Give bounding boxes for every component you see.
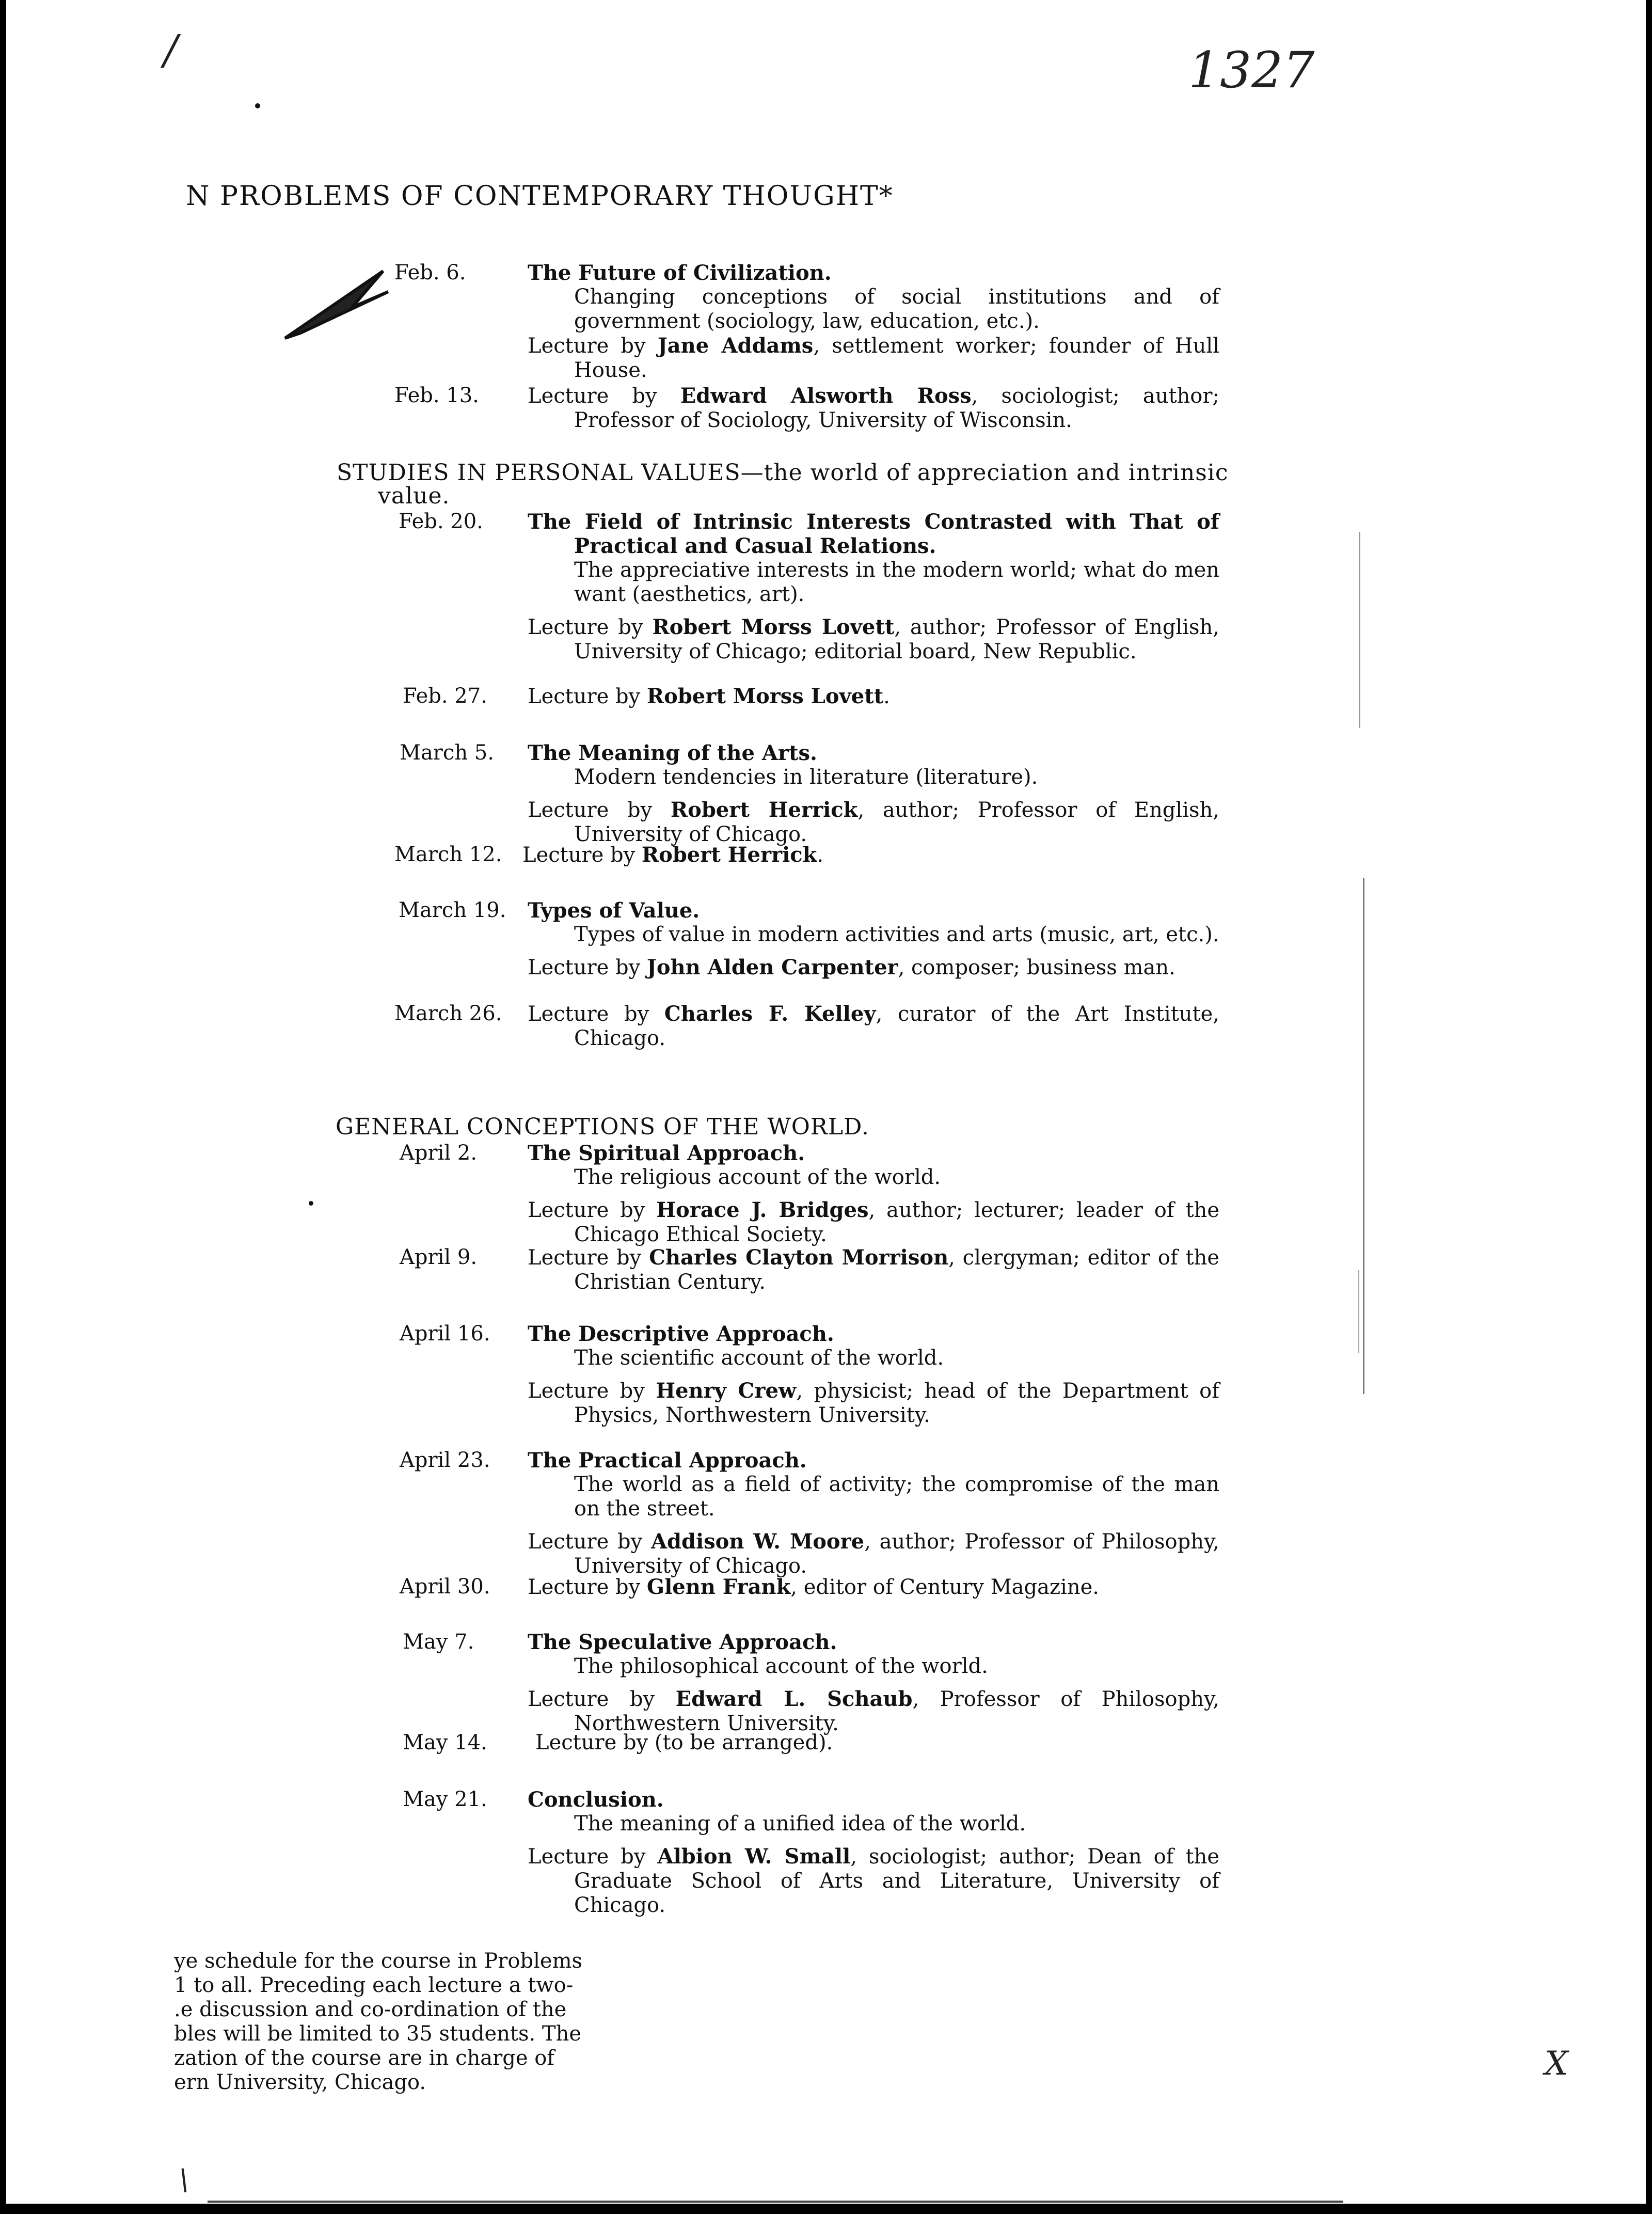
lecturer-info: , settlement worker; founder of Hull House. <box>574 334 1219 382</box>
lecturer-name: Robert Morss Lovett <box>652 615 895 639</box>
entry-description: The philosophical account of the world. <box>574 1654 988 1678</box>
entry-title: The Practical Approach. <box>528 1448 807 1473</box>
lecturer-info: , author; Professor of English, University of Chicago; editorial board, New Republic. <box>574 615 1220 663</box>
entry-date: Feb. 6. <box>394 261 466 284</box>
entry-date: Feb. 20. <box>399 510 483 533</box>
lecture-prefix: Lecture by <box>528 334 658 358</box>
entry-lecture-plain: Lecture by (to be arranged). <box>535 1731 833 1754</box>
lecture-prefix: Lecture by <box>528 1530 651 1554</box>
entry-description: The meaning of a unified idea of the world. <box>574 1812 1026 1836</box>
handwritten-page-number: 1327 <box>1188 41 1315 99</box>
lecturer-name: Charles Clayton Morrison <box>649 1245 949 1270</box>
lecturer-info: , Professor of Philosophy, Northwestern University. <box>574 1687 1219 1735</box>
lecture-prefix: Lecture by <box>522 843 642 867</box>
bottom-right-mark: X <box>1545 2045 1568 2083</box>
lecture-prefix: Lecture by <box>528 1687 676 1711</box>
entry-date: May 7. <box>403 1630 474 1654</box>
entry-date: May 21. <box>403 1788 487 1811</box>
entry-title: The Meaning of the Arts. <box>528 741 817 765</box>
lecture-prefix: Lecture by <box>528 798 671 822</box>
entry-title: The Field of Intrinsic Interests Contrasted with That of Practical and Casual Relations. <box>528 510 1219 558</box>
entry-description: Types of value in modern activities and arts (music, art, etc.). <box>574 923 1219 946</box>
lecturer-name: Robert Herrick <box>641 843 817 867</box>
lecturer-name: Albion W. Small <box>657 1844 851 1869</box>
lecture-prefix: Lecture by <box>528 1845 658 1869</box>
entry-date: April 16. <box>400 1322 490 1346</box>
lecturer-info: , author; Professor of Philosophy, University of Chicago. <box>574 1530 1219 1578</box>
lecturer-info: , author; Professor of English, University of Chicago. <box>574 798 1219 846</box>
schedule-entry <box>528 384 1219 433</box>
schedule-entry <box>535 1731 1227 1755</box>
entry-description: The scientific account of the world. <box>574 1346 944 1370</box>
handwritten-check-mark <box>280 261 393 343</box>
schedule-entry <box>528 1245 1219 1294</box>
page-title: N PROBLEMS OF CONTEMPORARY THOUGHT* <box>186 181 894 212</box>
section-heading: STUDIES IN PERSONAL VALUES—the world of appreciation and intrinsic <box>337 460 1229 486</box>
entry-title: The Spiritual Approach. <box>528 1141 805 1165</box>
speck <box>255 103 260 108</box>
lecturer-name: Robert Morss Lovett <box>646 684 884 708</box>
scan-line <box>1363 878 1364 1394</box>
entry-date: April 30. <box>400 1575 490 1599</box>
lecture-prefix: Lecture by <box>528 384 680 408</box>
lecturer-name: Edward L. Schaub <box>675 1687 913 1711</box>
entry-date: March 19. <box>399 898 506 922</box>
schedule-entry <box>528 261 1219 383</box>
entry-description: The appreciative interests in the modern world; what do men want (aesthetics, art). <box>574 558 1219 606</box>
entry-title: The Future of Civilization. <box>528 261 832 285</box>
lecturer-info: , curator of the Art Institute, Chicago. <box>574 1002 1219 1050</box>
entry-title: Conclusion. <box>528 1788 664 1812</box>
lecturer-name: Jane Addams <box>657 334 814 358</box>
entry-date: Feb. 13. <box>394 384 479 407</box>
lecture-prefix: Lecture by <box>528 1575 647 1599</box>
lecturer-name: Henry Crew <box>656 1379 797 1403</box>
schedule-entry <box>528 1575 1219 1600</box>
schedule-entry <box>528 510 1219 664</box>
entry-date: April 23. <box>400 1448 490 1472</box>
entry-date: March 5. <box>400 741 494 765</box>
entry-title: The Speculative Approach. <box>528 1630 837 1654</box>
schedule-entry <box>522 843 1214 867</box>
lecture-prefix: Lecture by <box>528 956 647 979</box>
lecturer-name: Horace J. Bridges <box>656 1198 869 1222</box>
schedule-entry <box>528 1141 1219 1247</box>
lecturer-name: Addison W. Moore <box>650 1529 865 1554</box>
document-page <box>6 0 1646 2204</box>
footer-note <box>174 1949 582 2095</box>
lecturer-info: , clergyman; editor of the Christian Century. <box>574 1246 1219 1294</box>
lecture-prefix: Lecture by <box>528 615 653 639</box>
footer-line: ye schedule for the course in Problems <box>174 1949 583 1973</box>
handwritten-slash: / <box>164 26 178 74</box>
schedule-entry <box>528 898 1219 980</box>
schedule-entry <box>528 1630 1219 1736</box>
footer-line: .e discussion and co-ordination of the <box>174 1998 567 2021</box>
lecturer-info: , composer; business man. <box>898 956 1176 979</box>
lecturer-info: , editor of Century Magazine. <box>790 1575 1099 1599</box>
lecturer-name: Edward Alsworth Ross <box>680 384 972 408</box>
entry-title: Types of Value. <box>528 898 700 923</box>
section-heading: GENERAL CONCEPTIONS OF THE WORLD. <box>336 1114 869 1140</box>
entry-date: Feb. 27. <box>403 684 487 708</box>
lecturer-info: , sociologist; author; Professor of Sociology, University of Wisconsin. <box>574 384 1219 432</box>
lecturer-name: John Alden Carpenter <box>646 955 898 979</box>
entry-description: The world as a field of activity; the compromise of the man on the street. <box>574 1473 1219 1521</box>
schedule-entry <box>528 1002 1219 1051</box>
scan-line <box>1358 1270 1359 1353</box>
section-heading-cont: value. <box>378 483 450 509</box>
lecture-prefix: Lecture by <box>528 1246 649 1270</box>
lecture-prefix: Lecture by <box>528 1379 656 1403</box>
bottom-left-mark: \ <box>179 2163 189 2197</box>
entry-date: April 2. <box>400 1141 478 1165</box>
lecturer-info: , physicist; head of the Department of Physics, Northwestern University. <box>574 1379 1220 1427</box>
bottom-edge-line <box>208 2201 1343 2203</box>
entry-date: April 9. <box>400 1245 478 1269</box>
footer-line: 1 to all. Preceding each lecture a two- <box>174 1973 574 1997</box>
entry-title: The Descriptive Approach. <box>528 1322 834 1346</box>
lecturer-name: Robert Herrick <box>670 798 858 822</box>
entry-date: May 14. <box>403 1731 487 1754</box>
entry-description: Modern tendencies in literature (literature). <box>574 765 1038 789</box>
footer-line: zation of the course are in charge of <box>174 2046 555 2070</box>
entry-lecture <box>528 334 1219 383</box>
lecturer-info: . <box>817 843 824 867</box>
lecturer-name: Charles F. Kelley <box>664 1002 876 1026</box>
entry-date: March 12. <box>394 843 502 866</box>
schedule-entry <box>528 684 1219 709</box>
speck <box>309 1201 313 1206</box>
footer-line: bles will be limited to 35 students. The <box>174 2022 582 2046</box>
footer-line: ern University, Chicago. <box>174 2070 426 2094</box>
schedule-entry <box>528 1448 1219 1578</box>
lecture-prefix: Lecture by <box>528 1198 657 1222</box>
lecturer-info: , author; lecturer; leader of the Chicago Ethical Society. <box>574 1198 1219 1246</box>
lecturer-name: Glenn Frank <box>646 1575 791 1599</box>
scan-line <box>1359 532 1360 728</box>
entry-date: March 26. <box>394 1002 502 1025</box>
lecturer-info: . <box>883 685 890 708</box>
entry-description: The religious account of the world. <box>574 1165 941 1189</box>
schedule-entry <box>528 1322 1219 1428</box>
schedule-entry <box>528 1788 1219 1918</box>
lecture-prefix: Lecture by <box>528 685 647 708</box>
entry-description: Changing conceptions of social institutions and of government (sociology, law, education, etc.). <box>574 285 1219 333</box>
lecturer-info: , sociologist; author; Dean of the Graduate School of Arts and Literature, University of Chicago. <box>574 1845 1219 1917</box>
lecture-prefix: Lecture by <box>528 1002 664 1026</box>
schedule-entry <box>528 741 1219 847</box>
